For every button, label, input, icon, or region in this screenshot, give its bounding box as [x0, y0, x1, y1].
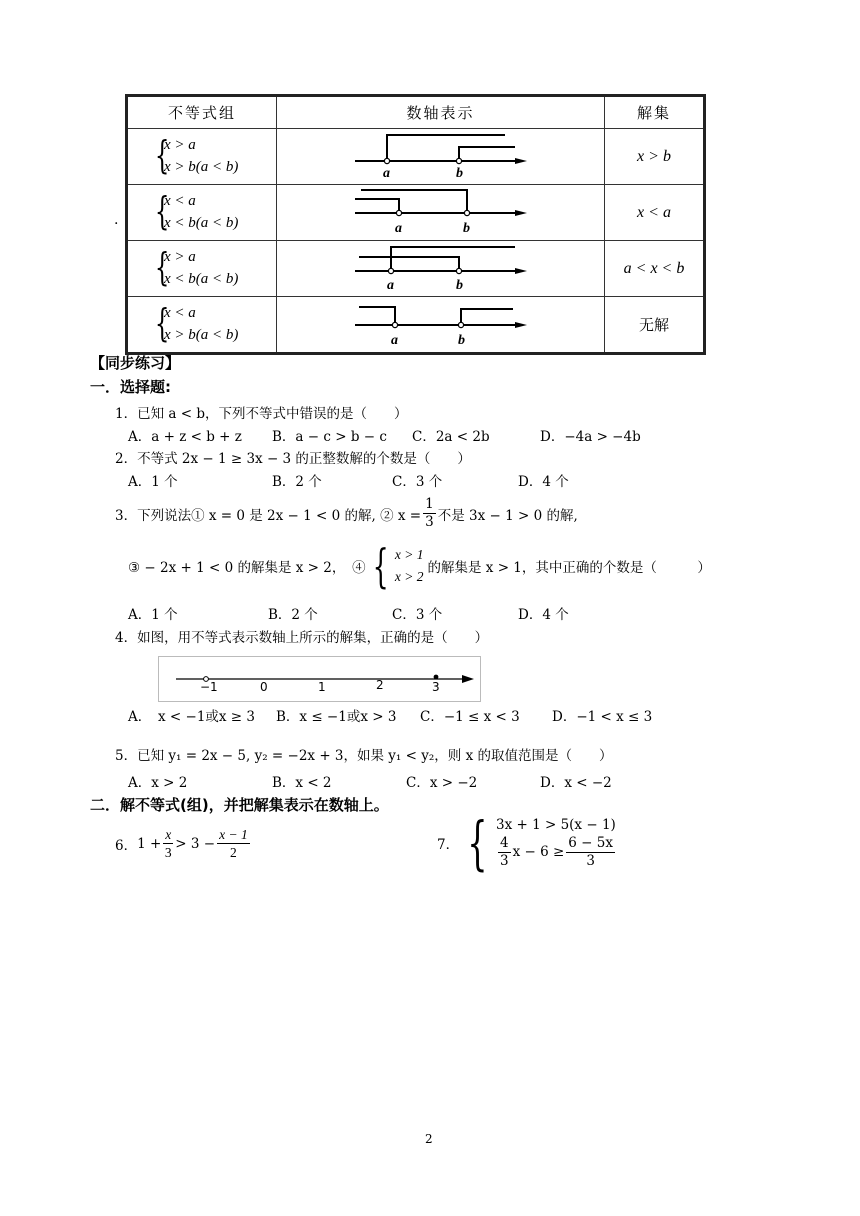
q2-option-a: A．1 个 [128, 474, 178, 490]
q3-option-b: B．2 个 [268, 607, 318, 623]
page-number: 2 [425, 1132, 433, 1146]
q3-fraction: $\frac{1}{3}$ [425, 496, 434, 530]
q6: 6． 1 + $\frac{x}{3}$ > 3 − $\frac{x - 1}{2}$ [115, 827, 248, 860]
label-b: b [458, 333, 465, 348]
label-a: a [395, 221, 402, 236]
inequality-table [125, 94, 706, 355]
q5-option-c: C．x > −2 [406, 775, 478, 791]
tick-label: 1 [318, 680, 326, 694]
header-solution: 解集 [605, 96, 705, 129]
q1-option-c: C．2a < 2b [412, 429, 490, 445]
q3-line1: 3．下列说法① x = 0 是 2x − 1 < 0 的解, ② x = $\frac{1}{3}$ 不是 3x − 1 > 0 的解, [115, 496, 578, 530]
label-b: b [456, 278, 463, 292]
tick-label: −1 [200, 680, 218, 694]
q1-option-b: B．a − c > b − c [272, 429, 387, 445]
header-numberline: 数轴表示 [277, 96, 605, 129]
solution-4: 无解 [605, 297, 705, 354]
label-a: a [391, 333, 398, 348]
q3-option-d: D．4 个 [518, 607, 569, 623]
solution-3: a < x < b [605, 241, 705, 297]
tick-label: 0 [260, 680, 268, 694]
q1-stem: 1．已知 a < b，下列不等式中错误的是（ ） [115, 406, 408, 422]
part2-title: 二．解不等式(组)，并把解集表示在数轴上。 [90, 796, 389, 814]
label-a: a [383, 166, 390, 180]
numberline-3 [277, 241, 604, 292]
tick-label: 2 [376, 678, 384, 692]
q4-stem: 4．如图，用不等式表示数轴上所示的解集，正确的是（ ） [115, 630, 489, 646]
q2-option-c: C．3 个 [392, 474, 443, 490]
q5-option-d: D．x < −2 [540, 775, 612, 791]
label-b: b [463, 221, 470, 236]
solution-1: x > b [605, 129, 705, 185]
label-b: b [456, 166, 463, 180]
q4-option-d: D．−1 < x ≤ 3 [552, 709, 653, 725]
system-4: { x < a x > b(a < b) [154, 301, 239, 345]
q3-option-a: A．1 个 [128, 607, 178, 623]
q4-numberline [158, 656, 481, 702]
q1-option-d: D．−4a > −4b [540, 429, 641, 445]
q4-option-c: C．−1 ≤ x < 3 [420, 709, 520, 725]
q5-option-b: B．x < 2 [272, 775, 332, 791]
q4-option-b: B．x ≤ −1或x > 3 [276, 709, 397, 725]
solution-2: x < a [605, 185, 705, 241]
q2-option-b: B．2 个 [272, 474, 322, 490]
q3-option-c: C．3 个 [392, 607, 443, 623]
system-1: { x > a x > b(a < b) [154, 133, 239, 177]
numberline-2 [277, 185, 604, 236]
q1-option-a: A．a + z < b + z [128, 429, 242, 445]
system-3: { x > a x < b(a < b) [154, 245, 239, 289]
q5-stem: 5．已知 y₁ = 2x − 5, y₂ = −2x + 3，如果 y₁ < y₂，则 x 的取值范围是（ ） [115, 748, 613, 764]
q3-line2: ③ − 2x + 1 < 0 的解集是 x > 2， ④ { x > 1 x > 2 的解集是 x > 1，其中正确的个数是（ ） [128, 539, 711, 593]
label-a: a [387, 278, 394, 292]
stray-dot: . [114, 212, 119, 228]
q2-stem: 2．不等式 2x − 1 ≥ 3x − 3 的正整数解的个数是（ ） [115, 451, 471, 467]
q2-option-d: D．4 个 [518, 474, 569, 490]
q3-system: x > 1 x > 2 [394, 547, 424, 584]
part1-title: 一．选择题: [90, 378, 171, 396]
tick-label: 3 [432, 680, 440, 694]
header-system: 不等式组 [127, 96, 277, 129]
section-title: 【同步练习】 [90, 354, 181, 372]
q4-option-a: A． x < −1或x ≥ 3 [128, 709, 256, 725]
numberline-1 [277, 129, 604, 180]
q7: 7． { 3x + 1 > 5(x − 1) $\frac{4}{3}$ x − 6 ≥ $\frac{6 - 5x}{3}$ [437, 809, 616, 877]
system-2: { x < a x < b(a < b) [154, 189, 239, 233]
numberline-4 [277, 297, 604, 348]
q5-option-a: A．x > 2 [128, 775, 188, 791]
